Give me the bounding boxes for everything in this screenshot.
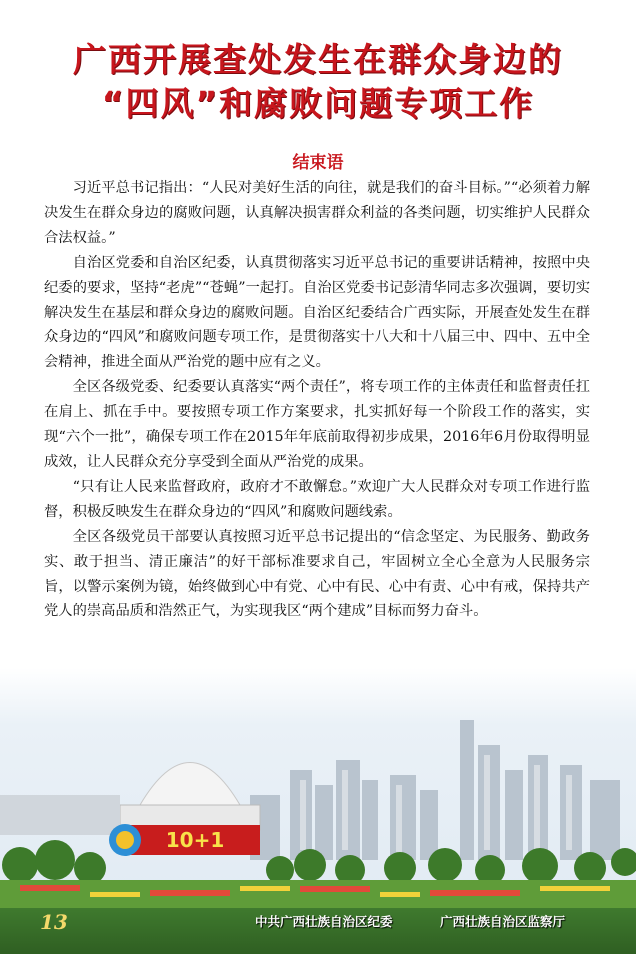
title-line-2: “四风”和腐败问题专项工作 (101, 84, 535, 123)
paragraph: 习近平总书记指出：“人民对美好生活的向往，就是我们的奋斗目标。”“必须着力解决发生在群众身边的腐败问题，认真解决损害群众利益的各类问题，切实维护人民群众合法权益。” (44, 180, 590, 246)
page-number: 13 (40, 910, 68, 934)
paragraph: “只有让人民来监督政府，政府才不敢懈怠。”欢迎广大人民群众对专项工作进行监督，积极反映发生在群众身边的“四风”和腐败问题线索。 (44, 478, 590, 520)
issuer-right: 广西壮族自治区监察厅 (440, 914, 566, 929)
title-line-1: 广西开展查处发生在群众身边的 (73, 40, 563, 79)
paragraph: 自治区党委和自治区纪委，认真贯彻落实习近平总书记的重要讲话精神，按照中央纪委的要求，坚持“老虎”“苍蝇”一起打。自治区党委书记彭清华同志多次强调，要切实解决发生在基层和群众身边的腐败问题。自治区纪委结合广西实际，开展查处发生在群众身边的“四风”和腐败问题专项工作，是贯彻落实十八大和十八届三中、四中、五中全会精神，推进全面从严治党的题中应有之义。 (44, 254, 590, 371)
body-text (44, 176, 590, 624)
paragraph: 全区各级党委、纪委要认真落实“两个责任”，将专项工作的主体责任和监督责任扛在肩上、抓在手中。要按照专项工作方案要求，扎实抓好每一个阶段工作的落实，实现“六个一批”，确保专项工作在2015年年底前取得初步成果，2016年6月份取得明显成效，让人民群众充分享受到全面从严治党的成果。 (44, 379, 590, 470)
page-title (0, 38, 636, 126)
svg-text:10+1: 10+1 (165, 828, 225, 852)
section-heading: 结束语 (292, 153, 344, 173)
paragraph: 全区各级党员干部要认真按照习近平总书记提出的“信念坚定、为民服务、勤政务实、敢于担当、清正廉洁”的好干部标准要求自己，牢固树立全心全意为人民服务宗旨，以警示案例为镜，始终做到心中有党、心中有民、心中有责、心中有戒，保持共产党人的崇高品质和浩然正气，为实现我区“两个建成”目标而努力奋斗。 (44, 528, 590, 620)
issuer-left: 中共广西壮族自治区纪委 (255, 914, 393, 929)
